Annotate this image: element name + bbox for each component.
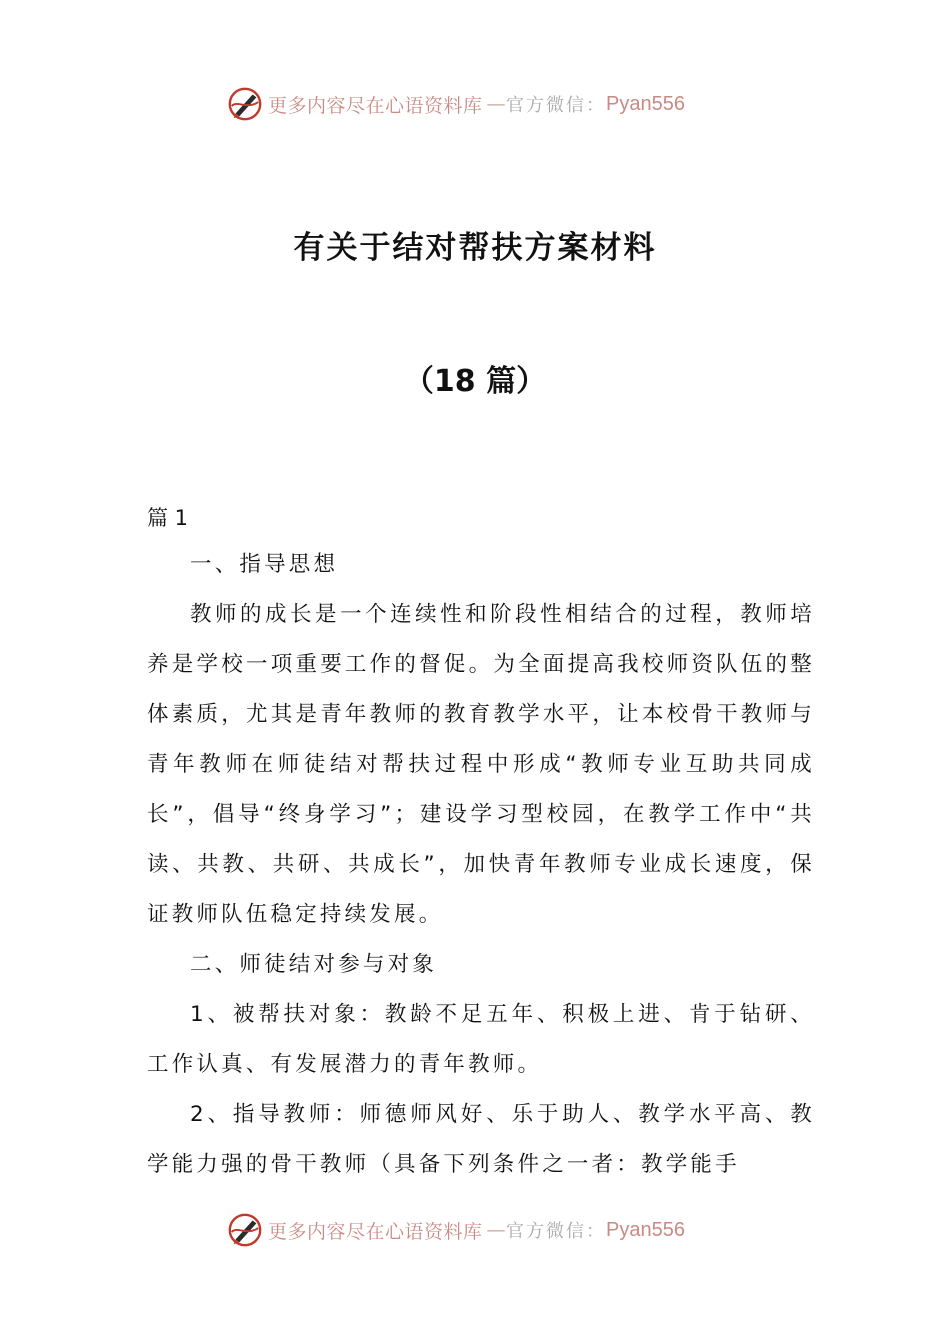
section-tag: 篇 1 [147,506,189,530]
document-body [147,540,815,1190]
pen-logo-icon [226,85,264,123]
document-subtitle: （18 篇） [403,364,547,399]
watermark-wechat-id: Pyan556 [606,92,685,115]
watermark-site-text: 更多内容尽在心语资料库 [268,94,483,117]
watermark-dash: — [486,1219,507,1241]
watermark-header [226,84,746,124]
watermark-dash: — [486,93,507,115]
watermark-label: 官方微信： [506,1221,607,1242]
watermark-wechat-id: Pyan556 [606,1218,685,1241]
watermark-site-text: 更多内容尽在心语资料库 [268,1220,483,1243]
paragraph-mentee: 1、被帮扶对象：教龄不足五年、积极上进、肯于钻研、工作认真、有发展潜力的青年教师。 [147,1002,815,1077]
document-title: 有关于结对帮扶方案材料 [293,230,657,266]
paragraph-guiding-ideology: 教师的成长是一个连续性和阶段性相结合的过程，教师培养是学校一项重要工作的督促。为全面提高我校师资队伍的整体素质，尤其是青年教师的教育教学水平，让本校骨干教师与青年教师在师徒结对帮扶过程中形成“教师专业互助共同成长”，倡导“终身学习”；建设学习型校园，在教学工作中“共读、共教、共研、共成长”，加快青年教师专业成长速度，保证教师队伍稳定持续发展。 [147,602,815,927]
heading-guiding-ideology: 一、指导思想 [190,552,339,577]
watermark-footer [226,1210,746,1250]
pen-logo-icon [226,1211,264,1249]
heading-participants: 二、师徒结对参与对象 [190,952,438,977]
watermark-label: 官方微信： [506,95,607,116]
paragraph-mentor: 2、指导教师：师德师风好、乐于助人、教学水平高、教学能力强的骨干教师（具备下列条件之一者：教学能手 [147,1102,815,1177]
